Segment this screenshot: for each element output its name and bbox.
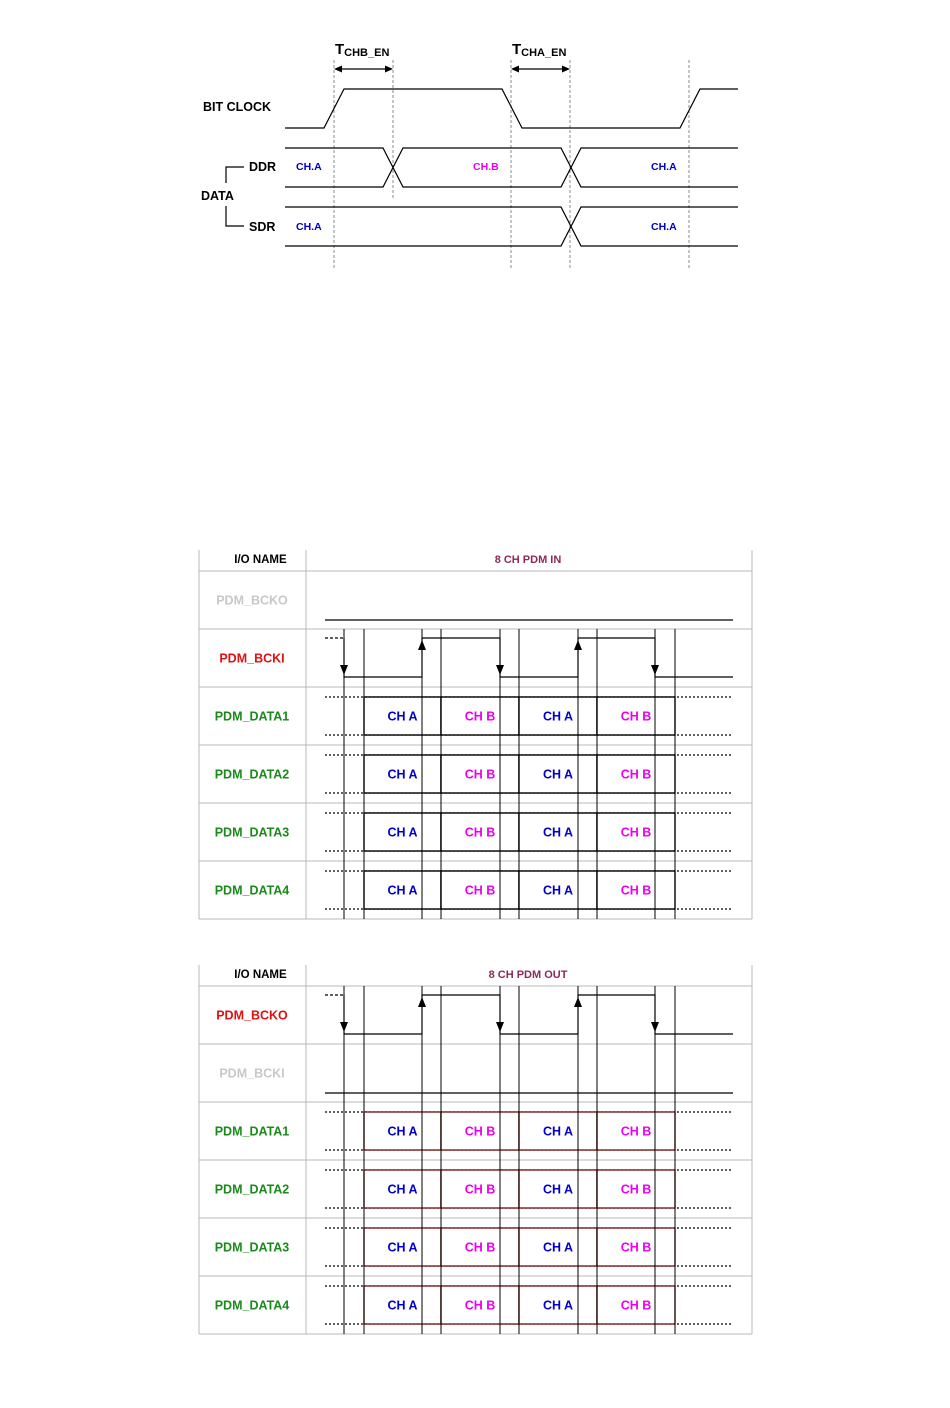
data-slot-label: CH A — [387, 883, 418, 898]
data-label: DATA — [201, 189, 234, 203]
data-slot-label: CH B — [620, 1182, 652, 1197]
data-slot-label: CH B — [620, 1124, 652, 1139]
signal-name-pdm-data2: PDM_DATA2 — [214, 1182, 290, 1197]
data-slot-label: CH A — [542, 825, 574, 840]
tcha-en-annotation — [511, 41, 570, 73]
signal-name-pdm-data3: PDM_DATA3 — [214, 825, 290, 840]
data-slot-label: CH A — [387, 1182, 418, 1197]
tchb-en-main: T — [335, 41, 345, 58]
data-slot-label: CH B — [620, 1298, 652, 1313]
arrowhead-icon — [385, 66, 393, 73]
data-slot-label: CH A — [542, 709, 574, 724]
signal-name-pdm-data2: PDM_DATA2 — [214, 767, 290, 782]
signal-name-pdm-bcko: PDM_BCKO — [216, 1008, 288, 1023]
data-slot-label: CH B — [464, 1182, 496, 1197]
tchb-en-annotation — [334, 41, 393, 73]
arrowhead-icon — [562, 66, 570, 73]
sdr-label: SDR — [249, 220, 276, 234]
data-slot-label: CH A — [387, 709, 418, 724]
data-slot-label: CH B — [464, 883, 496, 898]
data-slot-label: CH B — [464, 825, 496, 840]
ddr-seg-2: CH.B — [473, 161, 499, 173]
data-slot-label: CH B — [464, 1124, 496, 1139]
signal-name-pdm-bcko: PDM_BCKO — [216, 593, 288, 608]
data-slot-label: CH B — [464, 709, 496, 724]
data-slot-label: CH A — [542, 1298, 574, 1313]
data-slot-label: CH B — [620, 1240, 652, 1255]
signal-name-pdm-data1: PDM_DATA1 — [214, 1124, 290, 1139]
bit-clock-label: BIT CLOCK — [203, 100, 272, 114]
timing-diagram — [201, 41, 738, 268]
io-name-header: I/O NAME — [234, 554, 287, 566]
data-slot-label: CH B — [464, 1298, 496, 1313]
data-slot-label: CH A — [387, 1124, 418, 1139]
sdr-seg-2: CH.A — [651, 221, 677, 233]
ddr-seg-1: CH.A — [296, 161, 322, 173]
data-slot-label: CH A — [542, 1124, 574, 1139]
tcha-en-sub: CHA_EN — [521, 47, 567, 59]
data-slot-label: CH B — [620, 883, 652, 898]
sdr-seg-1: CH.A — [296, 221, 322, 233]
signal-name-pdm-data4: PDM_DATA4 — [214, 883, 290, 898]
tcha-en-main: T — [512, 41, 522, 58]
arrowhead-icon — [511, 66, 519, 73]
data-slot-label: CH A — [387, 767, 418, 782]
data-slot-label: CH A — [542, 1182, 574, 1197]
data-slot-label: CH B — [464, 767, 496, 782]
arrowhead-icon — [334, 66, 342, 73]
data-slot-label: CH A — [387, 1240, 418, 1255]
ddr-label: DDR — [249, 160, 277, 174]
pdm-out-table — [199, 965, 752, 1334]
timing-guides — [334, 60, 689, 268]
signal-name-pdm-bcki: PDM_BCKI — [219, 651, 285, 666]
data-slot-label: CH B — [620, 709, 652, 724]
data-slot-label: CH A — [542, 883, 574, 898]
table-title: 8 CH PDM OUT — [488, 969, 568, 981]
tchb-en-sub: CHB_EN — [344, 47, 390, 59]
table-title: 8 CH PDM IN — [494, 554, 562, 566]
data-slot-label: CH B — [620, 767, 652, 782]
io-name-header: I/O NAME — [234, 969, 287, 981]
data-slot-label: CH B — [620, 825, 652, 840]
data-slot-label: CH A — [387, 1298, 418, 1313]
svg-text:TCHA_EN — [512, 41, 566, 59]
data-slot-label: CH B — [464, 1240, 496, 1255]
pdm-in-table — [199, 550, 752, 919]
data-slot-label: CH A — [387, 825, 418, 840]
signal-name-pdm-data3: PDM_DATA3 — [214, 1240, 290, 1255]
ddr-seg-3: CH.A — [651, 161, 677, 173]
svg-text:TCHB_EN — [335, 41, 389, 59]
signal-name-pdm-bcki: PDM_BCKI — [219, 1066, 285, 1081]
signal-name-pdm-data4: PDM_DATA4 — [214, 1298, 290, 1313]
data-slot-label: CH A — [542, 1240, 574, 1255]
signal-name-pdm-data1: PDM_DATA1 — [214, 709, 290, 724]
data-slot-label: CH A — [542, 767, 574, 782]
